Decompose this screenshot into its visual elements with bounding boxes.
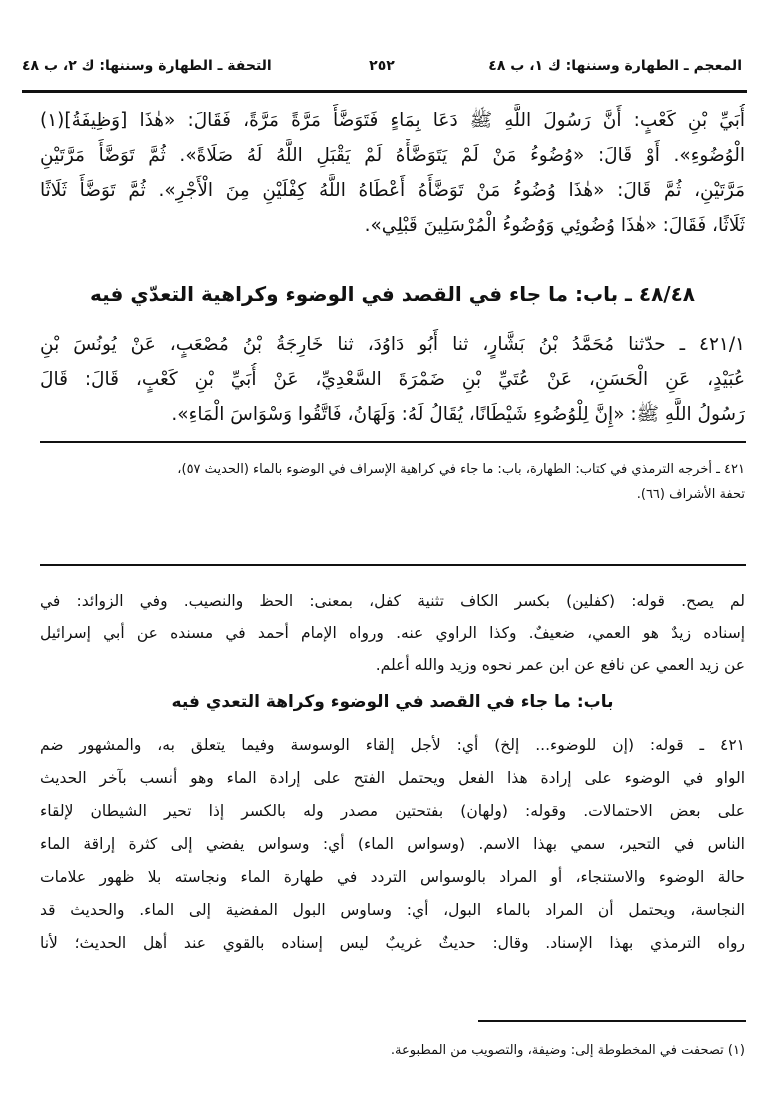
hadith-line: مَرَّتَيْنِ، ثُمَّ قَالَ: «هٰذَا وُضُوءُ مَنْ تَوَضَّأَهُ أَعْطَاهُ اللَّهُ كِفْلَيْنِ مِنَ الْأَجْرِ». ثُمَّ تَوَضَّأَ ثَلَاثًا: [40, 180, 745, 201]
hadith-line: أُبَيِّ بْنِ كَعْبٍ: أَنَّ رَسُولَ اللَّهِ ﷺ دَعَا بِمَاءٍ فَتَوَضَّأَ مَرَّةً مَرَّةً، فَقَالَ: «هٰذَا [وَظِيفَةُ](١): [40, 110, 745, 131]
takhrij-line: تحفة الأشراف (٦٦).: [636, 487, 745, 502]
hadith-421-line: عُبَيْدٍ، عَنِ الْحَسَنِ، عَنْ عُتَيِّ بْنِ ضَمْرَةَ السَّعْدِيِّ، عَنْ أُبَيِّ بْنِ كَعْبٍ، قَالَ: قَالَ: [40, 369, 745, 390]
commentary-421-line: رواه الترمذي بهذا الإسناد. وقال: حديثٌ غريبٌ ليس إسناده بالقوي عند أهل الحديث؛ لأنا: [40, 934, 745, 952]
hadith-line: الْوُضُوءِ». أَوْ قَالَ: «وُضُوءُ مَنْ لَمْ يَتَوَضَّأْهُ لَمْ يَقْبَلِ اللَّهُ لَهُ صَلَاةً». ثُمَّ تَوَضَّأَ مَرَّتَيْنِ: [40, 145, 745, 166]
commentary-421-line: حالة الوضوء والاستنجاء، أو المراد بالوسواس التردد في طهارة الماء ونجاسته بلا ظهور علامات: [40, 868, 745, 886]
commentary-421-line: النجاسة، ويحتمل أن المراد بالماء البول، أي: وساوس البول المفضية إلى الماء. والحديث قد: [40, 901, 745, 919]
commentary-heading: باب: ما جاء في القصد في الوضوء وكراهة التعدي فيه: [171, 692, 614, 712]
running-header-left: التحفة ـ الطهارة وسننها: ك ٢، ب ٤٨: [22, 58, 272, 74]
hadith-421-line: رَسُولُ اللَّهِ ﷺ: «إِنَّ لِلْوُضُوءِ شَيْطَانًا، يُقَالُ لَهُ: وَلَهَانُ، فَاتَّقُوا وَسْوَاسَ الْمَاءِ».: [171, 404, 745, 425]
running-header-right: المعجم ـ الطهارة وسننها: ك ١، ب ٤٨: [488, 58, 742, 74]
footnote-rule: [478, 1020, 746, 1022]
commentary-421-line: الناس في التحير، سمي بهذا الاسم. (وسواس الماء) أي: وسواس يفضي إلى كثرة إراقة الماء: [40, 835, 745, 853]
commentary-421-line: الواو في الوضوء على إرادة هذا الفعل ويحتمل الفتح على إرادة الماء وهو أنسب بآخر الحديث: [40, 769, 745, 787]
page-number: ٢٥٢: [369, 58, 395, 74]
header-rule: [22, 90, 747, 93]
hadith-line: ثَلَاثًا، فَقَالَ: «هٰذَا وُضُوئِي وَوُضُوءُ الْمُرْسَلِينَ قَبْلِي».: [364, 215, 745, 236]
commentary-line: عن زيد العمي عن نافع عن ابن عمر نحوه وزيد والله أعلم.: [375, 656, 745, 674]
footnote: (١) تصحفت في المخطوطة إلى: وضيفة، والتصويب من المطبوعة.: [390, 1043, 745, 1058]
takhrij-rule: [40, 441, 746, 443]
commentary-rule: [40, 564, 746, 566]
hadith-421-line: ٤٢١/١ ـ حدّثنا مُحَمَّدُ بْنُ بَشَّارٍ، ثنا أَبُو دَاوُدَ، ثنا خَارِجَةُ بْنُ مُصْعَبٍ، عَنْ يُونُسَ بْنِ: [40, 334, 745, 355]
commentary-421-line: ٤٢١ ـ قوله: (إن للوضوء... إلخ) أي: لأجل إلقاء الوسوسة وفيما يتعلق به، والمشهور ضم: [40, 736, 745, 754]
chapter-heading: ٤٨/٤٨ ـ باب: ما جاء في القصد في الوضوء وكراهية التعدّي فيه: [89, 282, 695, 306]
takhrij-line: ٤٢١ ـ أخرجه الترمذي في كتاب: الطهارة، باب: ما جاء في كراهية الإسراف في الوضوء بالماء (الحديث ٥٧)،: [177, 462, 745, 477]
commentary-line: لم يصح. قوله: (كفلين) بكسر الكاف تثنية كفل، بمعنى: الحظ والنصيب. وفي الزوائد: في: [40, 592, 745, 610]
commentary-line: إسناده زيدٌ هو العمي، ضعيفٌ. وكذا الراوي عنه. ورواه الإمام أحمد في مسنده عن أبي إسرائيل: [40, 624, 745, 642]
commentary-421-line: على بعض الاحتمالات. وقوله: (ولهان) بفتحتين مصدر وله بالكسر إذا تحير الشيطان لإلقاء: [40, 802, 745, 820]
